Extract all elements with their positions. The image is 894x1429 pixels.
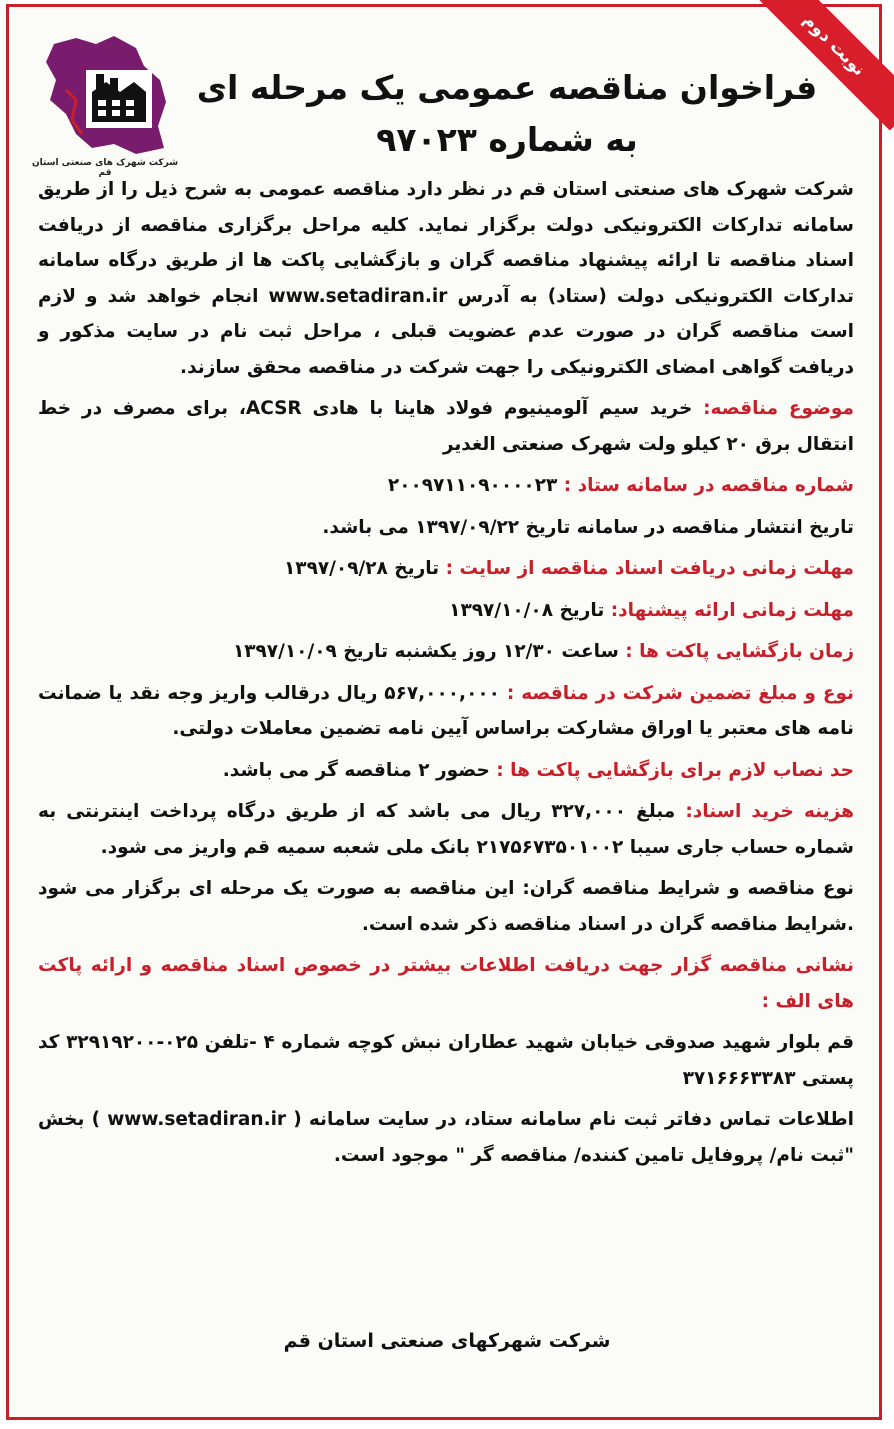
notice-title xyxy=(190,62,824,166)
quorum-value: حضور ۲ مناقصه گر می باشد. xyxy=(222,759,490,781)
intro-paragraph xyxy=(38,172,854,385)
contact-row xyxy=(38,1102,854,1173)
conditions-text: نوع مناقصه و شرایط مناقصه گران: این مناقصه به صورت یک مرحله ای برگزار می شود .شرایط مناقصه گران در اسناد مناقصه ذکر شده است. xyxy=(38,878,854,935)
subject-label: موضوع مناقصه: xyxy=(703,398,854,419)
intro-text-2: انجام خواهد شد و لازم است مناقصه گران در صورت عدم عضویت قبلی ، مراحل ثبت نام در سایت مذکور و دریافت گواهی امضای الکترونیکی را جهت شرکت در مناقصه محقق سازند. xyxy=(38,285,854,378)
guarantee-value: ۵۶۷,۰۰۰,۰۰۰ ریال درقالب واریز وجه نقد یا ضمانت نامه های معتبر یا اوراق مشارکت براساس آیین نامه تضمین معاملات دولتی. xyxy=(38,682,854,739)
bid-deadline-label: مهلت زمانی ارائه پیشنهاد: xyxy=(610,599,854,621)
address-row xyxy=(38,1025,854,1096)
address-heading: نشانی مناقصه گزار جهت دریافت اطلاعات بیشتر در خصوص اسناد مناقصه و ارائه پاکت های الف : xyxy=(38,955,854,1012)
quorum-row xyxy=(38,753,854,789)
doc-cost-label: هزینه خرید اسناد: xyxy=(685,801,855,822)
bid-deadline-value: تاریخ ۱۳۹۷/۱۰/۰۸ xyxy=(449,599,605,621)
company-logo-icon xyxy=(36,30,176,162)
intro-text-1: شرکت شهرک های صنعتی استان قم در نظر دارد مناقصه عمومی به شرح ذیل را از طریق سامانه تدارکات الکترونیکی دولت برگزار نماید. کلیه مراحل برگزاری مناقصه از دریافت اسناد مناقصه تا ارائه پیشنهاد مناقصه گران و بازگشایی پاکت ها از طریق درگاه سامانه تدارکات الکترونیکی دولت (ستاد) به آدرس xyxy=(38,179,854,307)
contact-text-2: ) بخش "ثبت نام/ پروفایل تامین کننده/ مناقصه گر " موجود است. xyxy=(38,1109,854,1166)
guarantee-label: نوع و مبلغ تضمین شرکت در مناقصه : xyxy=(506,682,854,704)
intro-url: www.setadiran.ir xyxy=(268,285,448,307)
doc-deadline-row xyxy=(38,551,854,587)
publish-date-text: تاریخ انتشار مناقصه در سامانه تاریخ ۱۳۹۷/۰۹/۲۲ می باشد. xyxy=(322,516,854,538)
opening-label: زمان بازگشایی پاکت ها : xyxy=(625,641,854,662)
guarantee-row xyxy=(38,676,854,747)
opening-value: ساعت ۱۲/۳۰ روز یکشنبه تاریخ ۱۳۹۷/۱۰/۰۹ xyxy=(232,641,619,662)
address-text: قم بلوار شهید صدوقی خیابان شهید عطاران نبش کوچه شماره ۴ -تلفن ۰۲۵-۳۲۹۱۹۲۰۰ کد پستی ۳۷۱۶۶۶۳۳۸۳ xyxy=(38,1032,854,1089)
doc-cost-value: مبلغ ۳۲۷,۰۰۰ ریال می باشد که از طریق درگاه پرداخت اینترنتی به شماره حساب جاری سیبا ۲۱۷۵۶۷۳۵۰۱۰۰۲ بانک ملی شعبه سمیه قم واریز می شود. xyxy=(38,801,854,858)
conditions-row xyxy=(38,871,854,942)
doc-deadline-value: تاریخ ۱۳۹۷/۰۹/۲۸ xyxy=(283,558,440,579)
contact-text-1: اطلاعات تماس دفاتر ثبت نام سامانه ستاد، در سایت سامانه ( xyxy=(293,1109,854,1130)
title-line-2: به شماره ۹۷۰۲۳ xyxy=(376,120,638,159)
title-line-1: فراخوان مناقصه عمومی یک مرحله ای xyxy=(196,68,818,107)
issuer-signature: شرکت شهرکهای صنعتی استان قم xyxy=(283,1330,611,1352)
tender-number-row xyxy=(38,468,854,504)
doc-cost-row xyxy=(38,794,854,865)
address-heading-row xyxy=(38,948,854,1019)
bid-deadline-row xyxy=(38,593,854,629)
tender-number-value: ۲۰۰۹۷۱۱۰۹۰۰۰۰۲۳ xyxy=(387,475,558,496)
tender-number-label: شماره مناقصه در سامانه ستاد : xyxy=(563,475,854,496)
publish-date-row xyxy=(38,510,854,546)
logo-caption: شرکت شهرک های صنعتی استان قم xyxy=(31,158,179,178)
quorum-label: حد نصاب لازم برای بازگشایی پاکت ها : xyxy=(496,759,854,781)
contact-url: www.setadiran.ir xyxy=(107,1109,287,1130)
opening-row xyxy=(38,634,854,670)
doc-deadline-label: مهلت زمانی دریافت اسناد مناقصه از سایت : xyxy=(445,558,854,579)
second-publication-ribbon: نوبت دوم xyxy=(748,0,894,131)
subject-row xyxy=(38,391,854,462)
subject-value: خرید سیم آلومینیوم فولاد هاینا با هادی ACSR، برای مصرف در خط انتقال برق ۲۰ کیلو ولت شهرک صنعتی الغدیر xyxy=(38,398,854,455)
notice-body xyxy=(38,172,854,1179)
